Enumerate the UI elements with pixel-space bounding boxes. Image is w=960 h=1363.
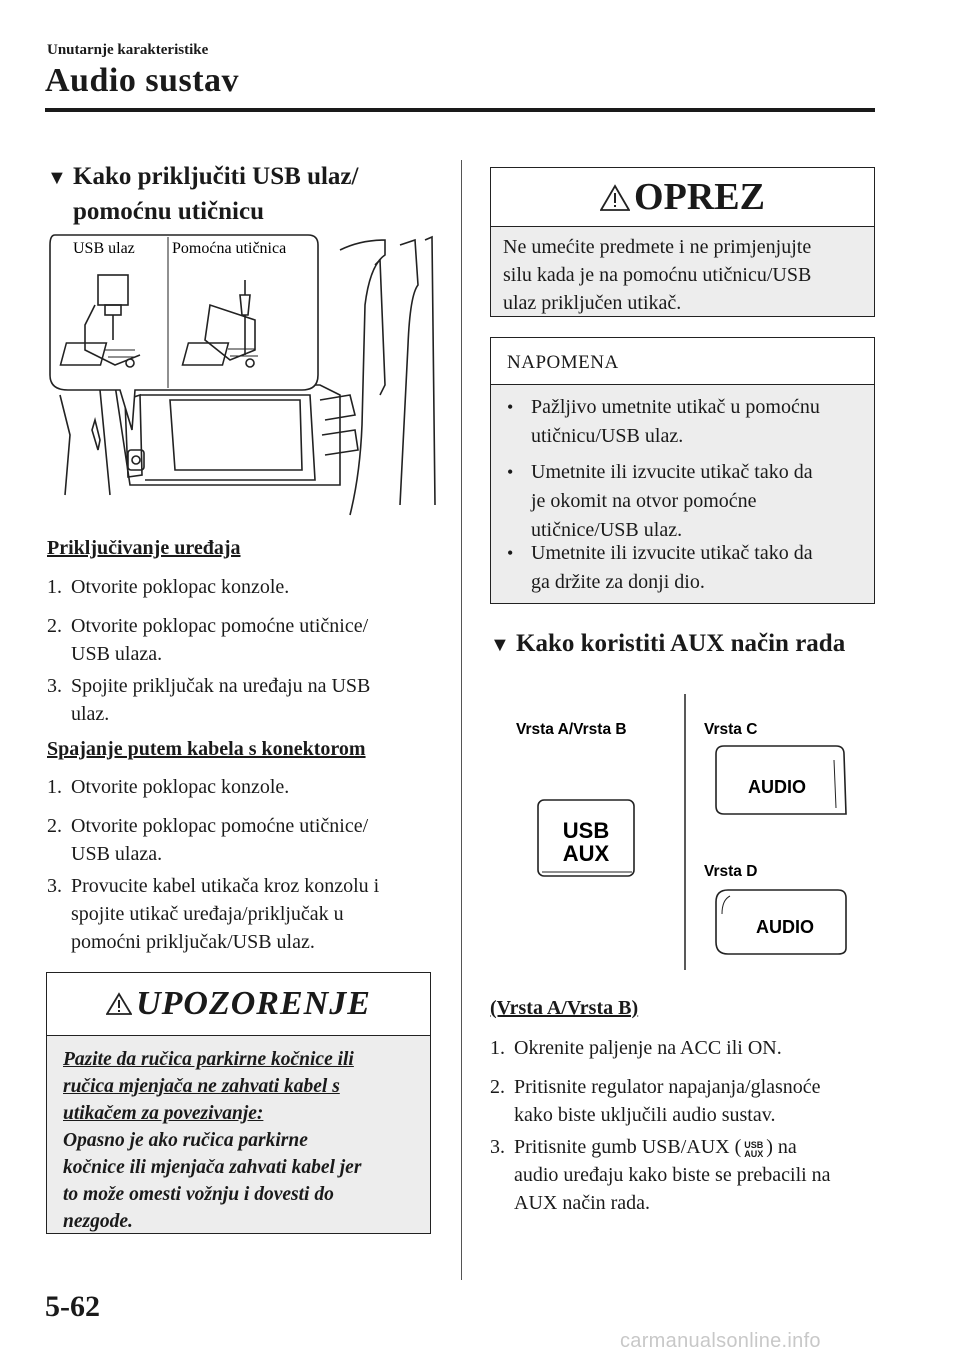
triangle-down-icon: ▼ [490,634,510,656]
aux-button-text: AUX [562,841,610,866]
warning-triangle-icon [106,992,132,1016]
connect-step-3: 3. Spojite priključak na uređaju na USB ulaz. [47,675,371,725]
usb-port-label: USB ulaz [73,240,135,257]
aux-mode-heading: ▼ Kako koristiti AUX način rada [490,627,845,662]
cable-connection-heading: Spajanje putem kabela s konektorom [47,738,366,760]
usb-button-text: USB [562,818,610,843]
usb-aux-heading [47,160,358,229]
warning-header [47,973,430,1036]
triangle-down-icon: ▼ [47,167,67,189]
mode-step-3: 3. Pritisnite gumb USB/AUX ( USB AUX ) na audio uređaju kako biste se prebacili na AUX način rada. [490,1136,831,1214]
type-ab-heading: (Vrsta A/Vrsta B) [490,997,639,1019]
cable-step-2: 2. Otvorite poklopac pomoćne utičnice/ USB ulaza. [47,815,369,865]
watermark: carmanualsonline.info [620,1330,821,1352]
type-ab-label: Vrsta A/Vrsta B [516,721,627,738]
connect-step-2: 2. Otvorite poklopac pomoćne utičnice/ USB ulaza. [47,615,369,665]
caution-body: Ne umećite predmete i ne primjenjujte silu kada je na pomoćnu utičnicu/USB ulaz priključen utikač. [503,236,812,314]
column-divider [461,160,462,1280]
usb-aux-inline-icon: USB AUX [744,1140,764,1159]
note-bullet-1: • Pažljivo umetnite utikač u pomoćnu utičnicu/USB ulaz. [507,396,820,447]
usb-aux-heading-line1: Kako priključiti USB ulaz/ [73,163,359,190]
audio-buttons-figure [490,690,870,975]
warning-body: Pazite da ručica parkirne kočnice ili ručica mjenjača ne zahvati kabel s utikačem za povezivanje: Opasno je ako ručica parkirne kočnice ili mjenjača zahvati kabel jer to može omesti vožnju i dovesti do nezgode. [63,1049,362,1232]
note-bullet-2: • Umetnite ili izvucite utikač tako da je okomit na otvor pomoćne utičnice/USB ulaz. [507,461,813,541]
page-number: 5-62 [45,1290,100,1323]
cable-step-3: 3. Provucite kabel utikača kroz konzolu i spojite utikač uređaja/priključak u pomoćni priključak/USB ulaz. [47,875,380,953]
audio-button-c-text: AUDIO [748,777,806,797]
header-rule [45,108,875,112]
type-c-label: Vrsta C [704,721,758,738]
aux-jack-label: Pomoćna utičnica [172,240,287,257]
mode-step-1: 1. Okrenite paljenje na ACC ili ON. [490,1037,782,1059]
connect-device-heading: Priključivanje uređaja [47,537,241,559]
warning-title: UPOZORENJE [136,985,371,1022]
caution-header [491,168,874,227]
note-bullet-3: • Umetnite ili izvucite utikač tako da ga držite za donji dio. [507,542,813,593]
mode-step-2: 2. Pritisnite regulator napajanja/glasnoće kako biste uključili audio sustav. [490,1076,821,1126]
usb-aux-heading-line2: pomoćnu utičnicu [73,198,265,225]
note-title: NAPOMENA [491,338,874,385]
cable-step-1: 1. Otvorite poklopac konzole. [47,776,290,798]
caution-title: OPREZ [634,176,765,218]
connect-step-1: 1. Otvorite poklopac konzole. [47,576,290,598]
note-box [490,337,875,604]
page-title: Audio sustav [45,62,240,99]
audio-button-d-text: AUDIO [756,917,814,937]
section-label: Unutarnje karakteristike [47,42,209,58]
console-illustration [40,225,440,525]
caution-triangle-icon [600,184,630,212]
type-d-label: Vrsta D [704,863,758,880]
caution-box [490,167,875,317]
warning-box [46,972,431,1234]
